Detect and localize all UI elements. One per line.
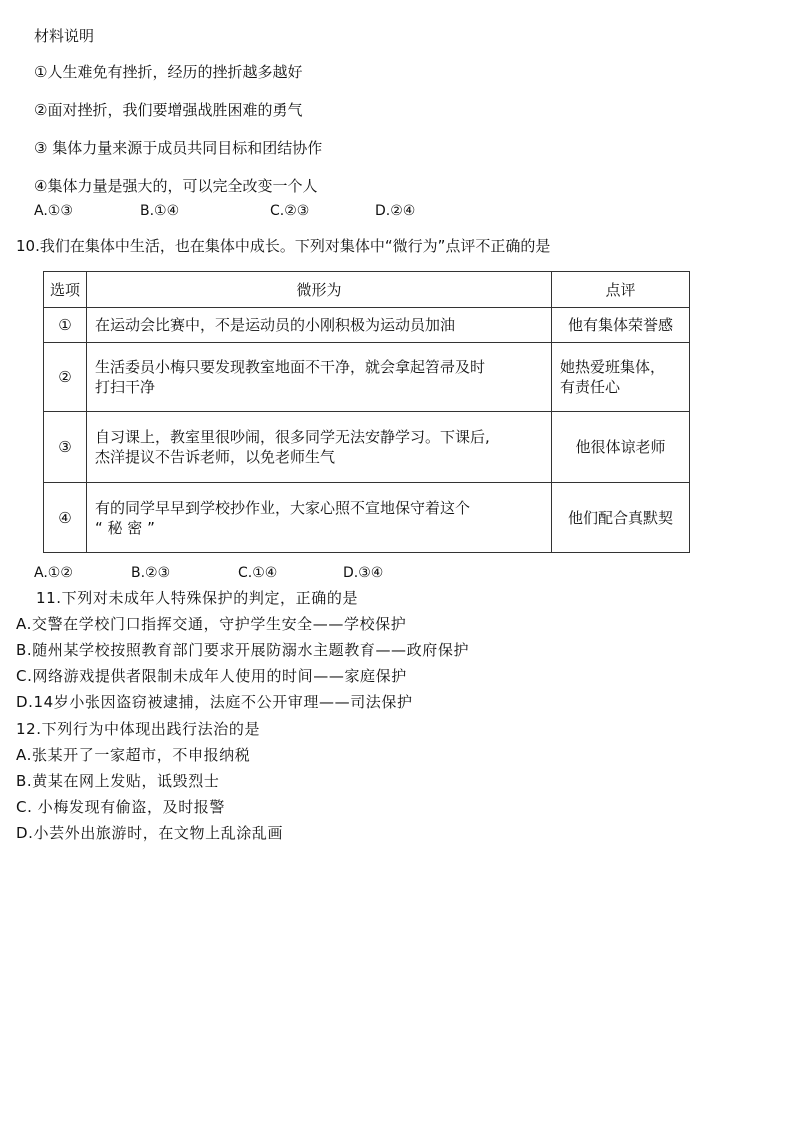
material-option-d: D.②④ bbox=[375, 203, 416, 219]
row-comment-line-2: 有责任心 bbox=[560, 378, 621, 396]
q10-option-c: C.①④ bbox=[238, 565, 278, 581]
row-behavior-line-2: 打扫干净 bbox=[95, 378, 156, 396]
row-behavior bbox=[87, 412, 552, 483]
material-heading: 材料说明 bbox=[34, 27, 95, 45]
row-option: ② bbox=[44, 343, 87, 412]
q12-option-a: A.张某开了一家超市，不申报纳税 bbox=[16, 746, 251, 764]
header-option: 选项 bbox=[44, 272, 87, 308]
statement-2: ②面对挫折，我们要增强战胜困难的勇气 bbox=[34, 101, 303, 119]
q10-stem: 10.我们在集体中生活，也在集体中成长。下列对集体中“微行为”点评不正确的是 bbox=[16, 237, 551, 255]
row-option: ① bbox=[44, 308, 87, 343]
row-behavior: 在运动会比赛中，不是运动员的小刚积极为运动员加油 bbox=[87, 308, 552, 343]
material-option-c: C.②③ bbox=[270, 203, 310, 219]
row-behavior-line-1: 有的同学早早到学校抄作业，大家心照不宣地保守着这个 bbox=[95, 498, 471, 517]
header-comment: 点评 bbox=[552, 272, 690, 308]
behavior-table bbox=[43, 271, 690, 553]
row-behavior-line-1: 自习课上，教室里很吵闹，很多同学无法安静学习。下课后, bbox=[95, 428, 490, 446]
q10-option-a: A.①② bbox=[34, 565, 73, 581]
q11-option-c: C.网络游戏提供者限制未成年人使用的时间——家庭保护 bbox=[16, 667, 407, 685]
q12-option-b: B.黄某在网上发贴，诋毁烈士 bbox=[16, 772, 220, 790]
statement-4: ④集体力量是强大的，可以完全改变一个人 bbox=[34, 177, 318, 195]
statement-1: ①人生难免有挫折，经历的挫折越多越好 bbox=[34, 63, 303, 81]
table-header-row bbox=[44, 272, 690, 308]
material-option-b: B.①④ bbox=[140, 203, 180, 219]
q12-option-d: D.小芸外出旅游时，在文物上乱涂乱画 bbox=[16, 824, 284, 842]
q11-stem: 11.下列对未成年人特殊保护的判定，正确的是 bbox=[36, 589, 359, 607]
table-row bbox=[44, 308, 690, 343]
header-behavior: 微形为 bbox=[87, 272, 552, 308]
row-comment: 他有集体荣誉感 bbox=[552, 308, 690, 343]
statement-3: ③ 集体力量来源于成员共同目标和团结协作 bbox=[34, 139, 323, 157]
row-behavior bbox=[87, 483, 552, 553]
row-comment: 他们配合真默契 bbox=[552, 483, 690, 553]
table-row bbox=[44, 343, 690, 412]
q11-option-b: B.随州某学校按照教育部门要求开展防溺水主题教育——政府保护 bbox=[16, 641, 470, 659]
q12-option-c: C. 小梅发现有偷盗，及时报警 bbox=[16, 798, 226, 816]
row-behavior bbox=[87, 343, 552, 412]
q10-option-b: B.②③ bbox=[131, 565, 171, 581]
row-behavior-line-1: 生活委员小梅只要发现教室地面不干净，就会拿起笤帚及时 bbox=[95, 358, 486, 376]
q11-option-d: D.14岁小张因盗窃被逮捕，法庭不公开审理——司法保护 bbox=[16, 693, 413, 711]
table-row bbox=[44, 412, 690, 483]
q11-option-a: A.交警在学校门口指挥交通，守护学生安全——学校保护 bbox=[16, 615, 407, 633]
row-behavior-line-2: “ 秘 密 ” bbox=[95, 518, 155, 537]
row-comment: 他很体谅老师 bbox=[552, 412, 690, 483]
material-option-a: A.①③ bbox=[34, 203, 73, 219]
row-comment-line-1: 她热爱班集体， bbox=[560, 358, 666, 376]
row-comment bbox=[552, 343, 690, 412]
row-option: ③ bbox=[44, 412, 87, 483]
table-row bbox=[44, 483, 690, 553]
row-option: ④ bbox=[44, 483, 87, 553]
q10-option-d: D.③④ bbox=[343, 565, 384, 581]
row-behavior-line-2: 杰洋提议不告诉老师，以免老师生气 bbox=[95, 448, 336, 466]
q12-stem: 12.下列行为中体现出践行法治的是 bbox=[16, 720, 261, 738]
